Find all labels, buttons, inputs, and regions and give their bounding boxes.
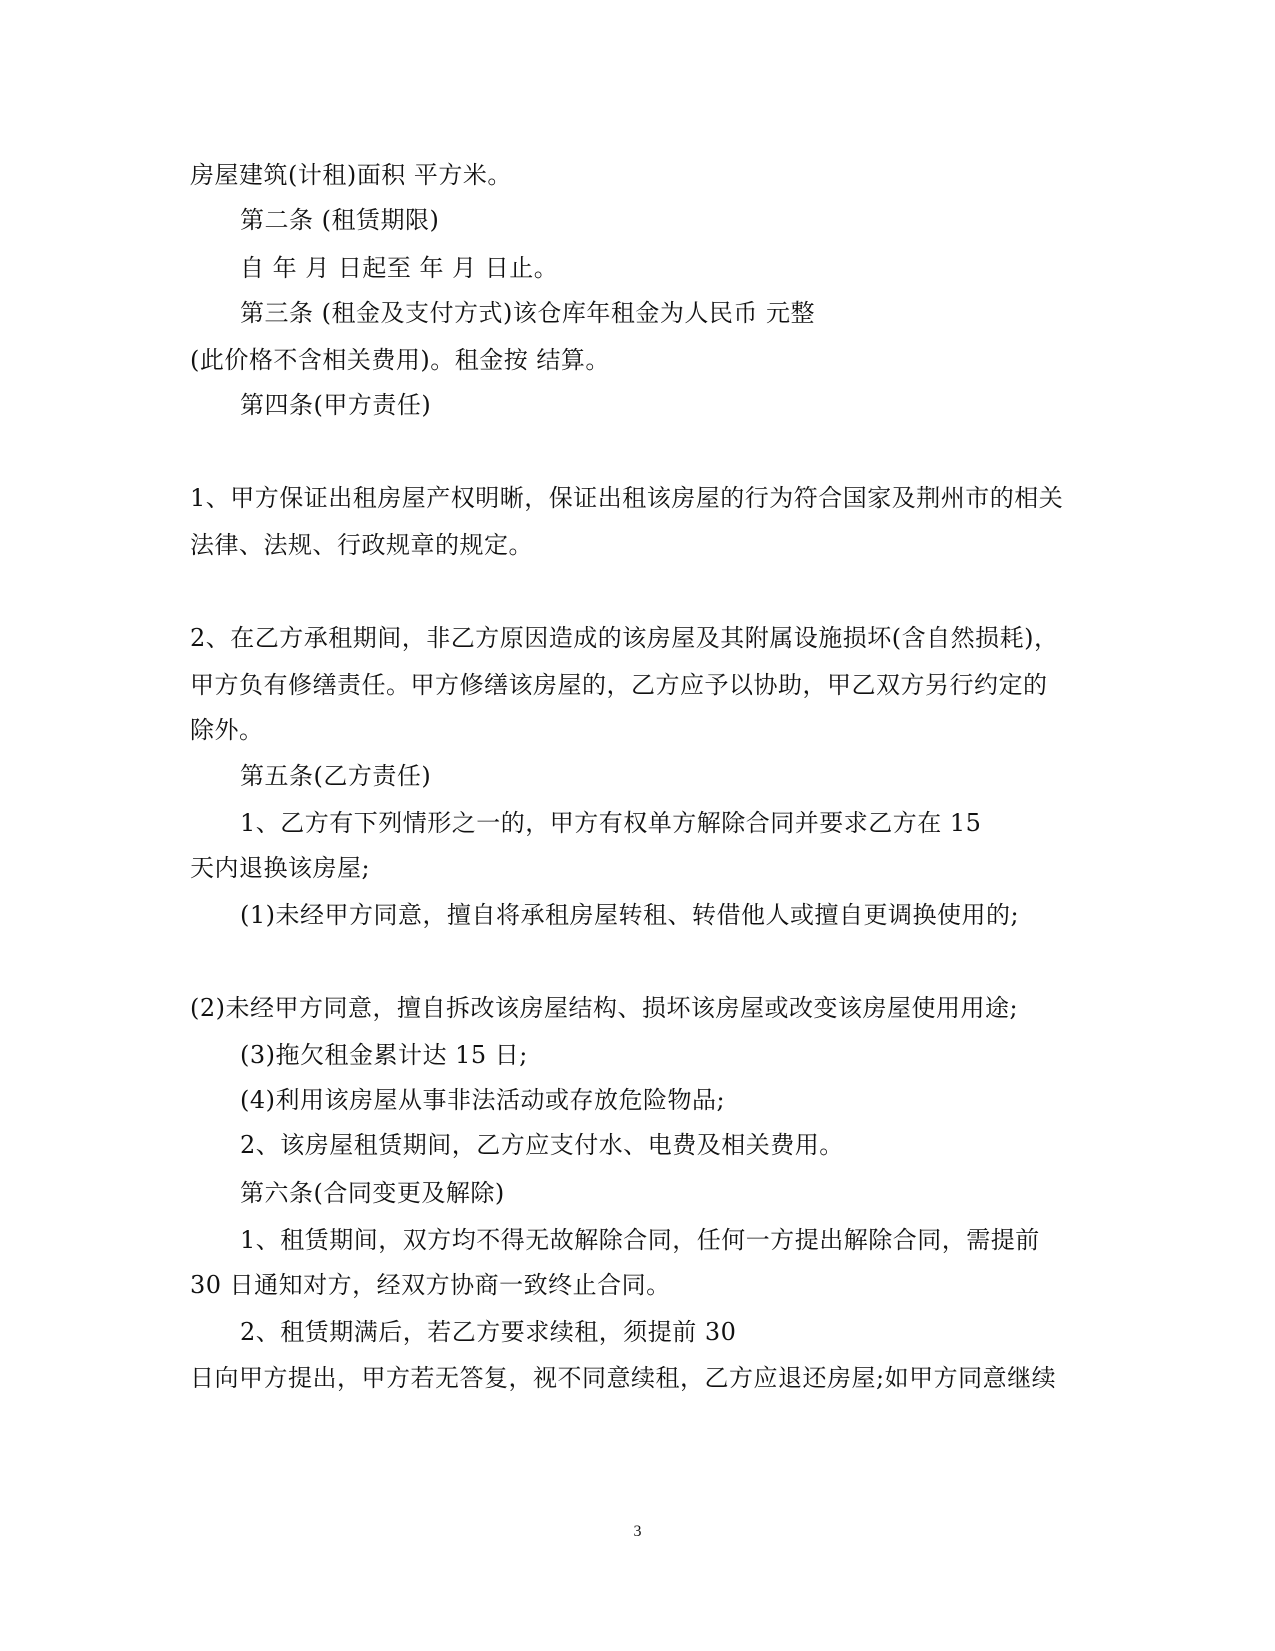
text-line: (此价格不含相关费用)。租金按 结算。: [190, 346, 610, 374]
text-line: 日向甲方提出，甲方若无答复，视不同意续租，乙方应退还房屋;如甲方同意继续: [190, 1364, 1057, 1392]
text-line: 自 年 月 日起至 年 月 日止。: [240, 254, 559, 282]
text-line: 1、甲方保证出租房屋产权明晰，保证出租该房屋的行为符合国家及荆州市的相关: [190, 484, 1064, 512]
text-line: 2、租赁期满后，若乙方要求续租，须提前 30: [240, 1318, 737, 1346]
article-heading: 第四条(甲方责任): [240, 391, 432, 419]
page-number: 3: [633, 1523, 642, 1540]
text-line: 天内退换该房屋;: [190, 854, 371, 882]
text-line: 法律、法规、行政规章的规定。: [190, 531, 533, 559]
text-line: 2、该房屋租赁期间，乙方应支付水、电费及相关费用。: [240, 1131, 844, 1159]
text-line: 甲方负有修缮责任。甲方修缮该房屋的，乙方应予以协助，甲乙双方另行约定的: [190, 671, 1048, 699]
text-line: 除外。: [190, 716, 264, 744]
text-line: 2、在乙方承租期间，非乙方原因造成的该房屋及其附属设施损坏(含自然损耗)，: [190, 624, 1059, 652]
text-line: 房屋建筑(计租)面积 平方米。: [190, 161, 512, 189]
text-line: 30 日通知对方，经双方协商一致终止合同。: [190, 1271, 671, 1299]
article-heading: 第三条 (租金及支付方式)该仓库年租金为人民币 元整: [240, 299, 815, 327]
article-heading: 第二条 (租赁期限): [240, 206, 440, 234]
article-heading: 第六条(合同变更及解除): [240, 1179, 505, 1207]
text-line: (1)未经甲方同意，擅自将承租房屋转租、转借他人或擅自更调换使用的;: [240, 901, 1020, 929]
article-heading: 第五条(乙方责任): [240, 762, 432, 790]
text-line: (4)利用该房屋从事非法活动或存放危险物品;: [240, 1086, 726, 1114]
text-line: (3)拖欠租金累计达 15 日;: [240, 1041, 528, 1069]
text-line: 1、租赁期间，双方均不得无故解除合同，任何一方提出解除合同，需提前: [240, 1226, 1040, 1254]
text-line: (2)未经甲方同意，擅自拆改该房屋结构、损坏该房屋或改变该房屋使用用途;: [190, 994, 1019, 1022]
text-line: 1、乙方有下列情形之一的，甲方有权单方解除合同并要求乙方在 15: [240, 809, 982, 837]
